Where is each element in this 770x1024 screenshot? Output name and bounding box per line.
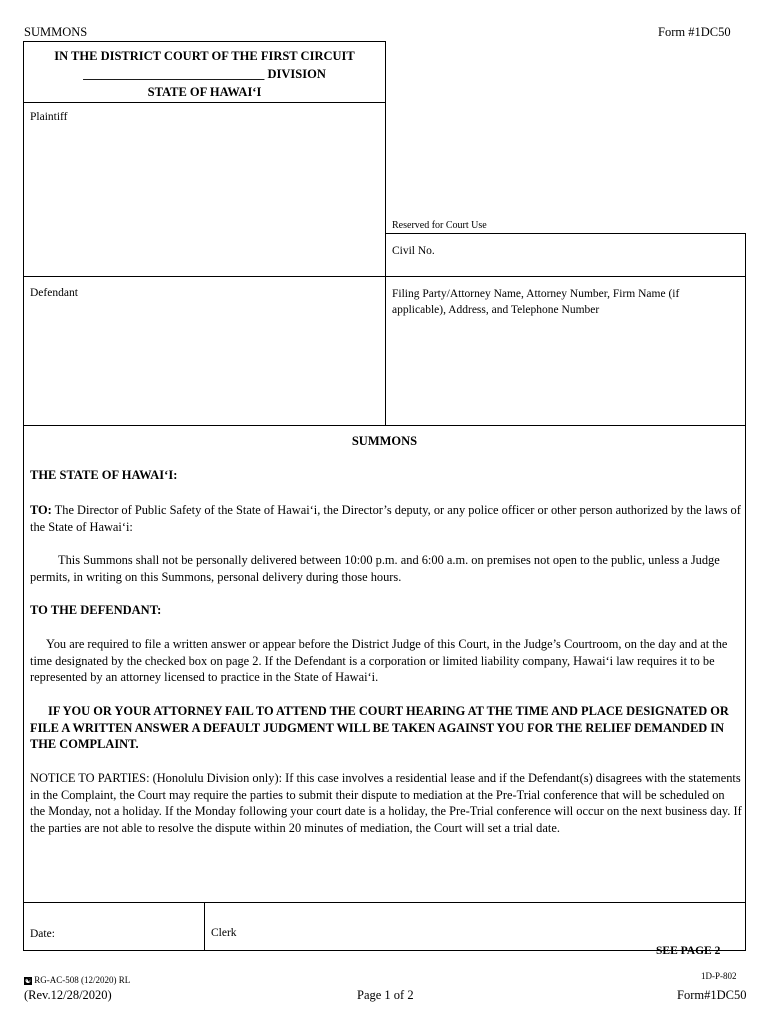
signature-divider [204,902,205,950]
form-title: SUMMONS [24,25,88,39]
see-page-2: SEE PAGE 2 [656,945,721,957]
default-judgment-warning: IF YOU OR YOUR ATTORNEY FAIL TO ATTEND THE COURT HEARING AT THE TIME AND PLACE DESIGNATED OR FILE A WRITTEN ANSWER A DEFAULT JUDGMENT WILL BE TAKEN AGAINST YOU FOR THE RELIEF DEMANDED IN THE COMPLAINT. [30,704,729,751]
caption-divider [385,103,386,425]
defendant-heading: TO THE DEFENDANT: [30,603,162,617]
form-number: Form #1DC50 [658,25,731,39]
plaintiff-label: Plaintiff [30,111,68,123]
court-use-top-line [385,233,746,234]
footer-code-right: 1D-P-802 [701,971,737,981]
state-line: STATE OF HAWAI‘I [147,85,262,99]
required-paragraph: You are required to file a written answer or appear before the District Judge of this Court, in the Judge’s Courtroom, on the day and at the time designated by the checked box on page 2. If the Defendant is a corporation or limited liability company, Hawai‘i law requires it to be represented by an attorney licensed to practice in the State of Hawai‘i. [30,637,728,684]
revision-date: (Rev.12/28/2020) [24,988,112,1002]
state-heading: THE STATE OF HAWAI‘I: [30,468,178,482]
page-number: Page 1 of 2 [357,988,414,1002]
to-text: The Director of Public Safety of the State of Hawai‘i, the Director’s deputy, or any police officer or other person authorized by the laws of the State of Hawai‘i: [30,503,741,534]
civil-no-label: Civil No. [392,245,435,257]
summons-heading: SUMMONS [351,434,418,448]
footer-form-code [24,975,130,985]
reserved-court-use-label: Reserved for Court Use [392,220,487,231]
caption-bottom-line [23,425,746,426]
plaintiff-bottom-line [23,276,386,277]
notice-to-parties: NOTICE TO PARTIES: (Honolulu Division only): If this case involves a residential lease and if the Defendant(s) disagrees with the statements in the Complaint, the Court may require the parties to submit their dispute to mediation at the Pre-Trial conference that will be scheduled on the Monday, not a holiday. If the Monday following your court date is a holiday, the Pre-Trial conference will occur on the next business day. If the parties are not able to resolve the dispute within 20 minutes of mediation, the Court will set a trial date. [30,771,742,835]
signature-top-line [23,902,746,903]
defendant-label: Defendant [30,287,78,299]
delivery-paragraph: This Summons shall not be personally delivered between 10:00 p.m. and 6:00 a.m. on premises not open to the public, unless a Judge permits, in writing on this Summons, personal delivery during those hours. [30,553,720,584]
to-paragraph [30,502,742,535]
footer-form-right: Form#1DC50 [677,988,747,1002]
division-line: _____________________________ DIVISION [83,67,326,81]
court-name: IN THE DISTRICT COURT OF THE FIRST CIRCUIT [54,49,355,63]
clerk-label: Clerk [211,927,237,939]
filing-party-label: Filing Party/Attorney Name, Attorney Number, Firm Name (if applicable), Address, and Telephone Number [392,288,680,316]
signature-bottom-line [23,950,746,951]
date-label: Date: [30,928,55,940]
to-label: TO: [30,503,52,517]
caption-left-border [23,103,24,951]
form-code-text: RG-AC-508 (12/2020) RL [34,975,131,985]
caption-right-border [745,233,746,951]
accessibility-icon: ☯ [24,976,32,985]
civil-no-bottom-line [385,276,746,277]
